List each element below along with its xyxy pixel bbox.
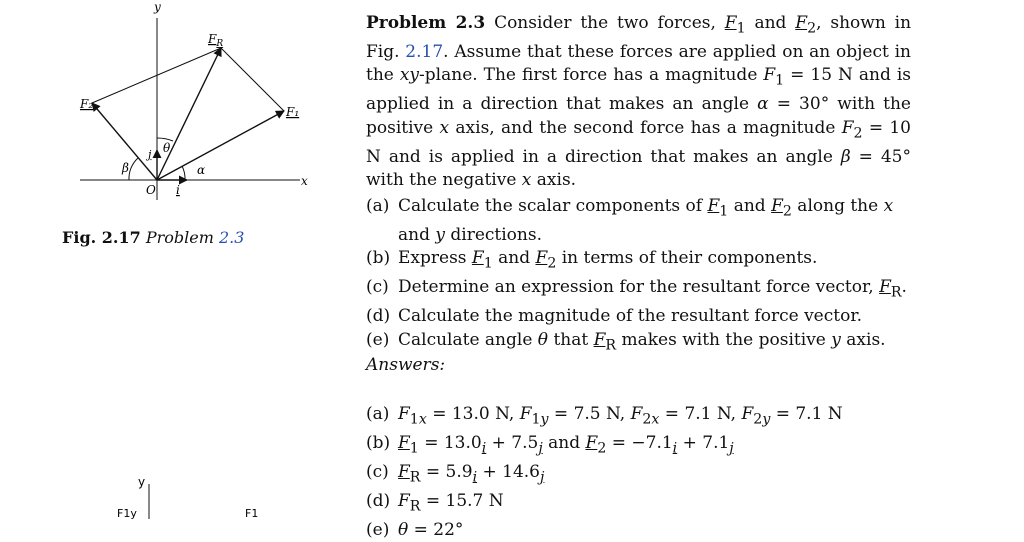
small-f1-label: F1 (245, 507, 259, 519)
question-part-text: Calculate the magnitude of the resultant force vector. (398, 306, 862, 327)
problem-statement (366, 12, 911, 193)
question-part-label: (b) (366, 248, 391, 269)
answer-item (366, 461, 843, 490)
alpha-arc (182, 166, 185, 180)
answer-item-text: $F_R = 5.9_i + 14.6_j$ (398, 461, 545, 486)
theta-label: θ (163, 141, 171, 155)
answer-item (366, 432, 843, 461)
answer-item-text: $F_R = 15.7$ N (398, 490, 504, 515)
caption-title-prefix: Problem (145, 228, 214, 247)
force-diagram (60, 0, 320, 215)
question-part-text: Calculate the scalar components of $F_1$ and $F_2$ along the x and y directions. (398, 196, 894, 245)
fr-label (207, 32, 223, 49)
question-part-label: (d) (366, 306, 391, 327)
f1-label: F₁ (286, 105, 300, 119)
y-axis-label: y (154, 0, 161, 14)
beta-arc (129, 158, 138, 180)
f2-label: F₂ (80, 97, 94, 111)
question-part (366, 305, 911, 329)
vector-fr (157, 48, 221, 180)
question-parts (366, 195, 911, 358)
alpha-label: α (197, 163, 206, 177)
small-y-label: y (138, 475, 146, 489)
partial-figure (100, 470, 280, 519)
question-part (366, 329, 911, 358)
vector-f1 (157, 111, 284, 180)
problem-label: Problem 2.3 (366, 13, 486, 33)
parallelogram-side-2 (221, 48, 284, 111)
answer-item-text: $F_{1x} = 13.0$ N, $F_{1y} = 7.5$ N, $F_{2x} = 7.1$ N, $F_{2y} = 7.1$ N (398, 404, 843, 428)
question-part-label: (e) (366, 329, 390, 350)
question-part-label: (a) (366, 196, 390, 216)
question-part (366, 195, 911, 247)
small-f1y-label: F1y (117, 507, 137, 519)
problem-text: Consider the two forces, $F_1$ and $F_2$, shown in Fig. 2.17. Assume that these forces are applied on an object in the xy-plane. The first force has a magnitude $F_1 = 15$ N and is applied in a direction that makes an angle α = 30° with the positive x axis, and the second force has a magnitude $F_2 = 10$ N and is applied in a direction that makes an angle β = 45° with the negative x axis. (366, 13, 912, 191)
origin-label: O (146, 183, 156, 197)
answer-item-label: (a) (366, 404, 390, 424)
answers-heading: Answers: (366, 355, 446, 375)
answer-item-text: θ = 22° (398, 519, 464, 540)
question-part (366, 276, 911, 305)
answer-item-label: (d) (366, 490, 391, 511)
answer-item-label: (b) (366, 432, 391, 453)
question-part (366, 247, 911, 276)
question-part-label: (c) (366, 277, 389, 298)
question-part-text: Calculate angle θ that $F_R$ makes with the positive y axis. (398, 329, 886, 354)
fr-label-main: F (208, 32, 217, 46)
answer-item (366, 403, 843, 432)
answers-list (366, 403, 843, 542)
answer-item (366, 490, 843, 519)
caption-title (146, 228, 245, 247)
question-part-text: Determine an expression for the resultant force vector, $F_R$. (398, 277, 907, 301)
question-part-text: Express $F_1$ and $F_2$ in terms of their components. (398, 248, 818, 272)
x-axis-label: x (301, 174, 308, 188)
unit-j-label: j (148, 148, 152, 161)
answer-item-text: $F_1 = 13.0_i + 7.5_j$ and $F_2 = -7.1_i + 7.1_j$ (398, 432, 734, 457)
beta-label: β (122, 161, 129, 175)
answer-item-label: (e) (366, 519, 390, 540)
unit-i-label: i (176, 183, 180, 197)
figure-caption (62, 228, 244, 247)
caption-label: Fig. 2.17 (62, 228, 141, 247)
answer-item-label: (c) (366, 461, 389, 482)
answer-item (366, 519, 843, 542)
fr-label-sub: R (216, 39, 224, 49)
caption-problem-link[interactable]: 2.3 (218, 228, 245, 247)
